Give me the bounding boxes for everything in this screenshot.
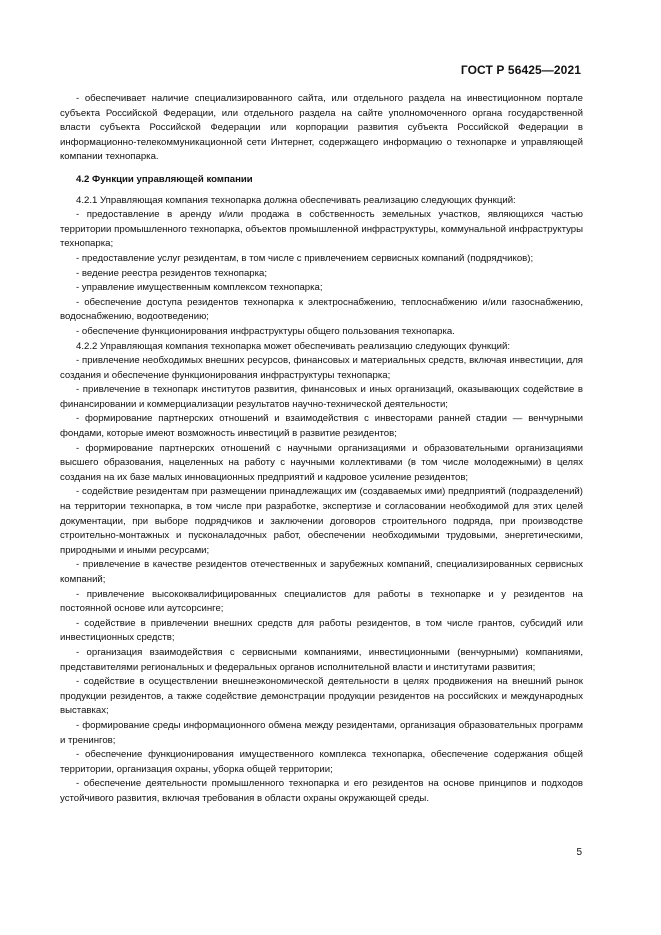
paragraph: 4.2.1 Управляющая компания технопарка должна обеспечивать реализацию следующих функций: [76,194,516,206]
list-item: - содействие в осуществлении внешнеэкономической деятельности в целях продвижения на внешний рынок продукции резидентов, а также содействие демонстрации продукции резидентов на российских и международных выставках; [60,676,583,717]
list-item: - формирование партнерских отношений и взаимодействия с инвесторами ранней стадии — венчурными фондами, которые имеют возможность инвестиций в развитие резидентов; [60,413,583,440]
page-number: 5 [576,847,582,858]
list-item: - содействие резидентам при размещении принадлежащих им (создаваемых ими) предприятий (подразделений) на территории технопарка, в том числе при разработке, экспертизе и согласовании необходимой для этих целей документации, при выборе подрядчиков и заключении договоров строительного подряда, при производстве строительно-монтажных и пусконаладочных работ, обеспечении необходимыми трудовыми, энергетическими, природными и иными ресурсами; [60,486,583,556]
list-item: - формирование партнерских отношений с научными организациями и образовательными организациями высшего образования, нацеленных на работу с научными коллективами (в том числе молодежными) в целях создания на их базе малых инновационных предприятий и кадровое усиление резидентов; [60,442,583,483]
list-item: - управление имущественным комплексом технопарка; [76,282,323,294]
list-item: - организация взаимодействия с сервисными компаниями, инвестиционными (венчурными) компаниями, представителями региональных и федеральных органов исполнительной власти и институтами развития; [60,646,583,673]
document-body [60,92,583,807]
list-item: - ведение реестра резидентов технопарка; [76,267,268,279]
list-item: - привлечение необходимых внешних ресурсов, финансовых и материальных средств, включая инвестиции, для создания и обеспечение функционирования инфраструктуры технопарка; [60,355,583,381]
paragraph: - обеспечивает наличие специализированного сайта, или отдельного раздела на инвестиционном портале субъекта Российской Федерации, или отдельного раздела на сайте уполномоченного органа государственной власти субъекта Российской Федерации или корпорации развития субъекта Российской Федерации в информационно-телекоммуникационной сети Интернет, содержащего информацию о технопарке и управляющей компании технопарка. [60,93,583,163]
list-item: - обеспечение функционирования инфраструктуры общего пользования технопарка. [76,325,455,337]
list-item: - обеспечение доступа резидентов технопарка к электроснабжению, теплоснабжению и/или газоснабжению, водоснабжению, водоотведению; [60,296,583,323]
list-item: - обеспечение деятельности промышленного технопарка и его резидентов на основе принципов и подходов устойчивого развития, включая требования в области охраны окружающей среды. [60,778,583,804]
list-item: - предоставление в аренду и/или продажа в собственность земельных участков, являющихся частью территории промышленного технопарка, объектов промышленной инфраструктуры, коммунальной инфраструктуры технопарка; [60,209,583,250]
paragraph: 4.2.2 Управляющая компания технопарка может обеспечивать реализацию следующих функций: [76,340,510,352]
list-item: - привлечение в качестве резидентов отечественных и зарубежных компаний, специализированных сервисных компаний; [60,559,583,585]
standard-header: ГОСТ Р 56425—2021 [460,63,581,77]
list-item: - привлечение в технопарк институтов развития, финансовых и иных организаций, оказывающих содействие в финансировании и коммерциализации результатов научно-технической деятельности; [60,384,583,410]
section-heading: 4.2 Функции управляющей компании [76,173,253,185]
list-item: - предоставление услуг резидентам, в том числе с привлечением сервисных компаний (подрядчиков); [76,252,534,264]
list-item: - обеспечение функционирования имущественного комплекса технопарка, обеспечение содержания общей территории, организация охраны, уборка общей территории; [60,749,583,775]
list-item: - формирование среды информационного обмена между резидентами, организация образовательных программ и тренингов; [60,719,583,746]
list-item: - привлечение высококвалифицированных специалистов для работы в технопарке и у резидентов на постоянной основе или аутсорсинге; [60,588,583,615]
list-item: - содействие в привлечении внешних средств для работы резидентов, в том числе грантов, субсидий или инвестиционных средств; [60,617,583,644]
